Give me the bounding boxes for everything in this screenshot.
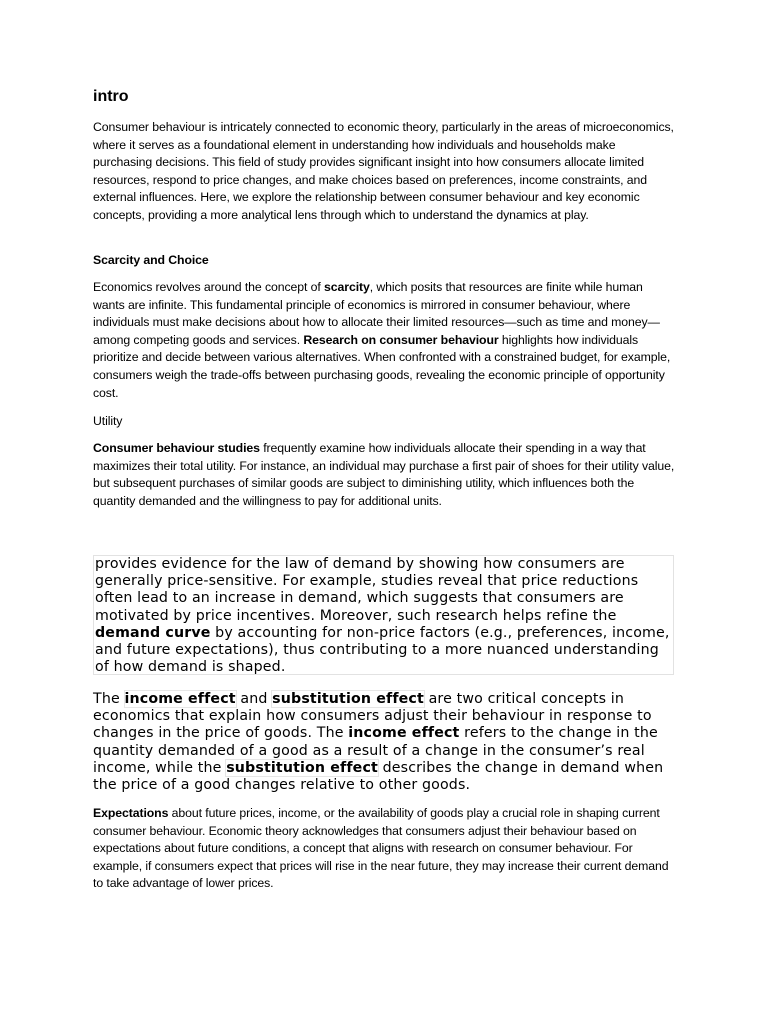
scarcity-heading: Scarcity and Choice <box>93 253 209 267</box>
effects-text-3: are two critical concepts in economics that explain how consumers adjust their behaviour in response to changes in the price of goods. The <box>93 691 652 742</box>
intro-paragraph: Consumer behaviour is intricately connected to economic theory, particularly in the areas of microeconomics, where it serves as a foundational element in understanding how individuals and households make purchasing decisions. This field of study provides significant insight into how consumers allocate limited resources, respond to price changes, and make choices based on preferences, income constraints, and external influences. Here, we explore the relationship between consumer behaviour and key economic concepts, providing a more analytical lens through which to understand the dynamics at play. <box>93 120 674 222</box>
substitution-effect-term-2: substitution effect <box>226 759 378 776</box>
effects-text-2: and <box>235 691 273 707</box>
income-effect-term-2: income effect <box>348 725 460 742</box>
expectations-paragraph <box>93 805 676 893</box>
effects-paragraph <box>93 691 676 794</box>
demand-paragraph-box <box>93 555 674 675</box>
demand-curve-term: demand curve <box>95 624 211 641</box>
expectations-text: about future prices, income, or the availability of goods play a crucial role in shaping current consumer behaviour. Economic theory acknowledges that consumers adjust their behaviour based on expectations about future conditions, a concept that aligns with research on consumer behaviour. For example, if consumers expect that prices will rise in the near future, they may increase their current demand to take advantage of lower prices. <box>93 806 669 891</box>
utility-text: frequently examine how individuals allocate their spending in a way that maximizes their total utility. For instance, an individual may purchase a first pair of shoes for their utility value, but subsequent purchases of similar goods are subject to diminishing utility, which influences both the quantity demanded and the willingness to pay for additional units. <box>93 441 675 508</box>
research-term: Research on consumer behaviour <box>303 332 499 347</box>
effects-text-5: describes the change in demand when the price of a good changes relative to other goods. <box>93 759 664 794</box>
scarcity-text-start: Economics revolves around the concept of <box>93 280 325 294</box>
demand-text-start: provides evidence for the law of demand by showing how consumers are generally price-sensitive. For example, studies reveal that price reductions often lead to an increase in demand, which suggests that consumers are motivated by price incentives. Moreover, such research helps refine the <box>95 556 639 624</box>
scarcity-term: scarcity <box>324 280 370 294</box>
effects-text-4: refers to the change in the quantity demanded of a good as a result of a change in the consumer’s real income, while the <box>93 725 658 776</box>
expectations-term: Expectations <box>93 806 169 820</box>
utility-paragraph <box>93 440 676 510</box>
scarcity-paragraph <box>93 279 676 402</box>
effects-text-1: The <box>93 691 125 707</box>
income-effect-term: income effect <box>124 691 236 707</box>
demand-text-end: by accounting for non-price factors (e.g., preferences, income, and future expectations), thus contributing to a more nuanced understanding of how demand is shaped. <box>95 624 670 676</box>
scarcity-text-end: highlights how individuals prioritize and decide between various alternatives. When confronted with a constrained budget, for example, consumers weigh the trade-offs between purchasing goods, revealing the economic principle of opportunity cost. <box>93 332 671 400</box>
utility-term: Consumer behaviour studies <box>93 441 260 455</box>
document-title: intro <box>93 88 129 105</box>
utility-heading: Utility <box>93 414 123 428</box>
scarcity-text-mid: , which posits that resources are finite while human wants are infinite. This fundamental principle of economics is mirrored in consumer behaviour, where individuals must make decisions about how to allocate their limited resources—such as time and money—among competing goods and services. <box>93 280 660 347</box>
substitution-effect-term: substitution effect <box>272 691 424 707</box>
